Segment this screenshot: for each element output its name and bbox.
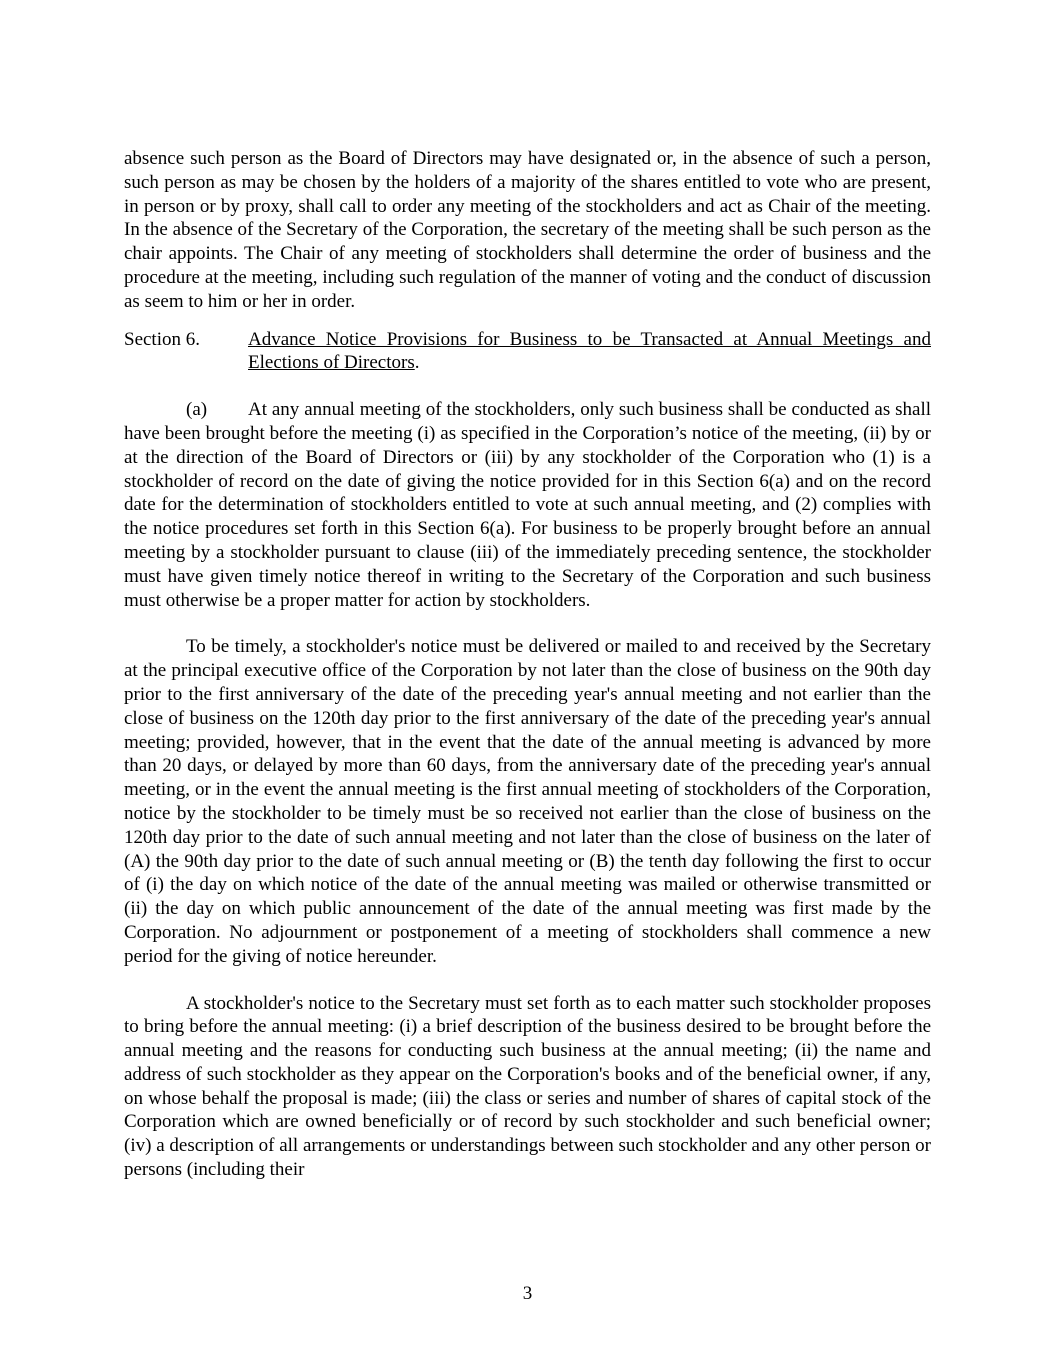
section-title-text: Advance Notice Provisions for Business to be Transacted at Annual Meetings and Elections of Directors [248, 328, 931, 374]
section-heading [124, 328, 931, 376]
subsection-a-text: At any annual meeting of the stockholders, only such business shall be conducted as shall have been brought before the meeting (i) as specified in the Corporation’s notice of the meeting, (ii) by or at the direction of the Board of Directors or (iii) by any stockholder of the Corporation who (1) is a stockholder of record on the date of giving the notice provided for in this Section 6(a) and on the record date for the determination of stockholders entitled to vote at such annual meeting, and (2) complies with the notice procedures set forth in this Section 6(a). For business to be properly brought before an annual meeting by a stockholder pursuant to clause (iii) of the immediately preceding sentence, the stockholder must have given timely notice thereof in writing to the Secretary of the Corporation and such business must otherwise be a proper matter for action by stockholders. [124, 399, 931, 611]
paragraph-timeliness: To be timely, a stockholder's notice must be delivered or mailed to and received by the Secretary at the principal executive office of the Corporation by not later than the close of business on the 90th day prior to the first anniversary of the date of the preceding year's annual meeting and not earlier than the close of business on the 120th day prior to the first anniversary of the date of the preceding year's annual meeting; provided, however, that in the event that the date of the annual meeting is advanced by more than 20 days, or delayed by more than 60 days, from the anniversary date of the preceding year's annual meeting, or in the event the annual meeting is the first annual meeting of stockholders of the Corporation, notice by the stockholder to be timely must be so received not earlier than the close of business on the 120th day prior to the date of such annual meeting and not later than the close of business on the later of (A) the 90th day prior to the date of such annual meeting or (B) the tenth day following the first to occur of (i) the day on which notice of the date of the annual meeting was mailed or otherwise transmitted or (ii) the day on which public announcement of the date of the annual meeting was first made by the Corporation. No adjournment or postponement of a meeting of stockholders shall commence a new period for the giving of notice hereunder. [124, 636, 931, 967]
subsection-a [124, 398, 931, 612]
paragraph-continuation: absence such person as the Board of Directors may have designated or, in the absence of such a person, such person as may be chosen by the holders of a majority of the shares entitled to vote who are present, in person or by proxy, shall call to order any meeting of the stockholders and act as Chair of the meeting. In the absence of the Secretary of the Corporation, the secretary of the meeting shall be such person as the chair appoints. The Chair of any meeting of stockholders shall determine the order of business and the procedure at the meeting, including such regulation of the manner of voting and the conduct of discussion as seem to him or her in order. [124, 148, 931, 312]
subsection-a-label: (a) [186, 399, 208, 421]
section-label: Section 6. [124, 328, 200, 350]
paragraph-notice-contents: A stockholder's notice to the Secretary must set forth as to each matter such stockholder proposes to bring before the annual meeting: (i) a brief description of the business desired to be brought before the annual meeting and the reasons for conducting such business at the annual meeting; (ii) the name and address of such stockholder as they appear on the Corporation's books and of the beneficial owner, if any, on whose behalf the proposal is made; (iii) the class or series and number of shares of capital stock of the Corporation which are owned beneficially or of record by such stockholder and such beneficial owner; (iv) a description of all arrangements or understandings between such stockholder and any other person or persons (including their [124, 992, 931, 1181]
page-number: 3 [522, 1283, 533, 1304]
section-title [248, 328, 931, 376]
section-title-period: . [414, 352, 420, 374]
document-page [124, 147, 931, 1182]
